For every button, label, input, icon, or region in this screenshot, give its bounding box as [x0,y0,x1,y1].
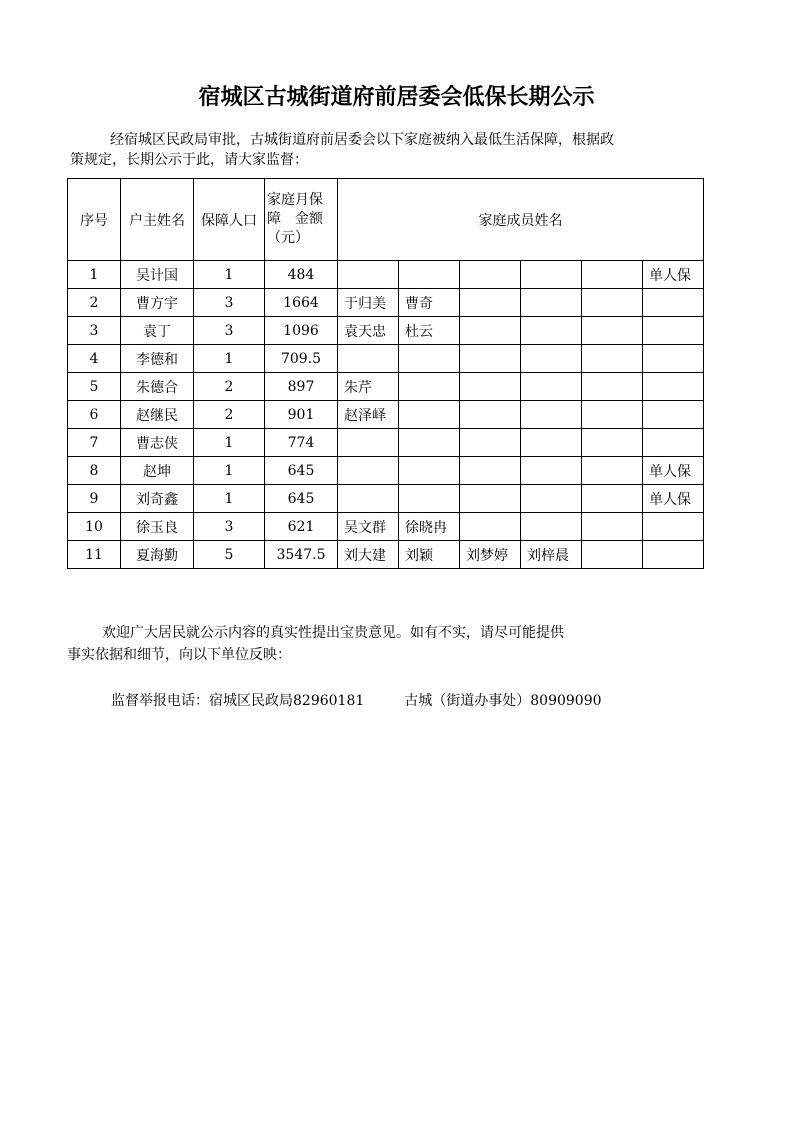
cell-member: 单人保 [643,261,704,289]
cell-member: 单人保 [643,457,704,485]
contact-line [111,690,602,710]
feedback-paragraph [67,622,640,666]
table-row [68,513,704,541]
cell-index: 6 [68,401,121,429]
cell-member [338,345,399,373]
cell-member [521,317,582,345]
cell-member [521,289,582,317]
cell-member [338,485,399,513]
cell-head-name: 赵继民 [121,401,194,429]
cell-amount: 901 [265,401,338,429]
cell-member [582,513,643,541]
cell-member [582,429,643,457]
cell-member [399,401,460,429]
table-row [68,401,704,429]
table-row [68,541,704,569]
cell-member [643,541,704,569]
cell-amount: 709.5 [265,345,338,373]
cell-member: 刘梦婷 [460,541,521,569]
cell-member [643,373,704,401]
cell-member [399,457,460,485]
cell-amount: 774 [265,429,338,457]
intro-line-2: 策规定，长期公示于此，请大家监督： [70,152,308,168]
cell-head-name: 曹方宇 [121,289,194,317]
cell-member [521,345,582,373]
cell-persons: 2 [194,401,265,429]
cell-amount: 645 [265,485,338,513]
cell-member [460,317,521,345]
cell-index: 10 [68,513,121,541]
cell-index: 9 [68,485,121,513]
cell-head-name: 吴计国 [121,261,194,289]
cell-amount: 1664 [265,289,338,317]
cell-member [521,261,582,289]
cell-member [338,261,399,289]
cell-index: 3 [68,317,121,345]
cell-amount: 621 [265,513,338,541]
cell-amount: 1096 [265,317,338,345]
cell-persons: 1 [194,345,265,373]
cell-member [521,457,582,485]
cell-head-name: 夏海勤 [121,541,194,569]
cell-member [582,457,643,485]
intro-paragraph [70,130,700,170]
cell-member [460,373,521,401]
cell-member [643,317,704,345]
feedback-line-2: 事实依据和细节，向以下单位反映： [67,647,291,663]
cell-member: 于归美 [338,289,399,317]
cell-member: 刘颖 [399,541,460,569]
header-persons: 保障人口 [194,179,265,261]
table-row [68,373,704,401]
cell-amount: 897 [265,373,338,401]
cell-member [399,373,460,401]
cell-member [521,485,582,513]
cell-member [521,401,582,429]
cell-persons: 1 [194,429,265,457]
cell-persons: 3 [194,317,265,345]
table-row [68,429,704,457]
cell-member [582,541,643,569]
cell-persons: 3 [194,513,265,541]
cell-index: 4 [68,345,121,373]
header-head-name: 户主姓名 [121,179,194,261]
cell-head-name: 徐玉良 [121,513,194,541]
table-row [68,485,704,513]
table-row [68,457,704,485]
cell-head-name: 赵坤 [121,457,194,485]
cell-member [338,429,399,457]
contact-subdistrict: 古城（街道办事处）80909090 [404,693,602,709]
cell-persons: 2 [194,373,265,401]
cell-member [521,513,582,541]
cell-persons: 3 [194,289,265,317]
cell-index: 2 [68,289,121,317]
cell-member [582,289,643,317]
beneficiary-table [67,178,704,569]
cell-member [460,345,521,373]
table-row [68,261,704,289]
cell-head-name: 曹志侠 [121,429,194,457]
cell-member [643,345,704,373]
cell-member: 曹奇 [399,289,460,317]
cell-index: 5 [68,373,121,401]
table-row [68,289,704,317]
cell-member [460,401,521,429]
cell-member [460,429,521,457]
cell-member: 吴文群 [338,513,399,541]
cell-member [399,485,460,513]
contact-civil-affairs: 监督举报电话：宿城区民政局82960181 [111,693,365,709]
cell-member: 赵泽峄 [338,401,399,429]
page-title: 宿城区古城街道府前居委会低保长期公示 [198,84,595,110]
cell-member [460,457,521,485]
cell-amount: 645 [265,457,338,485]
cell-member: 杜云 [399,317,460,345]
cell-amount: 3547.5 [265,541,338,569]
cell-member [582,345,643,373]
header-amount: 家庭月保障 金额（元） [265,179,338,261]
cell-member [582,401,643,429]
cell-member [643,401,704,429]
cell-member: 朱芹 [338,373,399,401]
cell-member [521,429,582,457]
cell-member [399,429,460,457]
cell-member [460,289,521,317]
cell-member [399,345,460,373]
cell-amount: 484 [265,261,338,289]
cell-member: 袁天忠 [338,317,399,345]
cell-persons: 5 [194,541,265,569]
cell-member: 单人保 [643,485,704,513]
header-index: 序号 [68,179,121,261]
cell-member [399,261,460,289]
cell-head-name: 袁丁 [121,317,194,345]
cell-index: 8 [68,457,121,485]
cell-index: 7 [68,429,121,457]
intro-line-1: 经宿城区民政局审批，古城街道府前居委会以下家庭被纳入最低生活保障，根据政 [110,132,614,148]
header-members: 家庭成员姓名 [338,179,704,261]
cell-member [643,513,704,541]
cell-index: 11 [68,541,121,569]
cell-head-name: 刘奇鑫 [121,485,194,513]
cell-member [521,373,582,401]
cell-member [582,485,643,513]
cell-member: 刘大建 [338,541,399,569]
feedback-line-1: 欢迎广大居民就公示内容的真实性提出宝贵意见。如有不实，请尽可能提供 [102,625,564,641]
cell-member [643,429,704,457]
cell-member [582,373,643,401]
cell-persons: 1 [194,485,265,513]
table-header-row [68,179,704,261]
table-row [68,317,704,345]
cell-member: 徐晓冉 [399,513,460,541]
cell-head-name: 李德和 [121,345,194,373]
cell-member [460,485,521,513]
cell-persons: 1 [194,457,265,485]
cell-member [582,317,643,345]
cell-persons: 1 [194,261,265,289]
cell-member [338,457,399,485]
cell-member [582,261,643,289]
cell-member [643,289,704,317]
cell-member [460,261,521,289]
cell-head-name: 朱德合 [121,373,194,401]
table-row [68,345,704,373]
cell-index: 1 [68,261,121,289]
cell-member [460,513,521,541]
cell-member: 刘梓晨 [521,541,582,569]
